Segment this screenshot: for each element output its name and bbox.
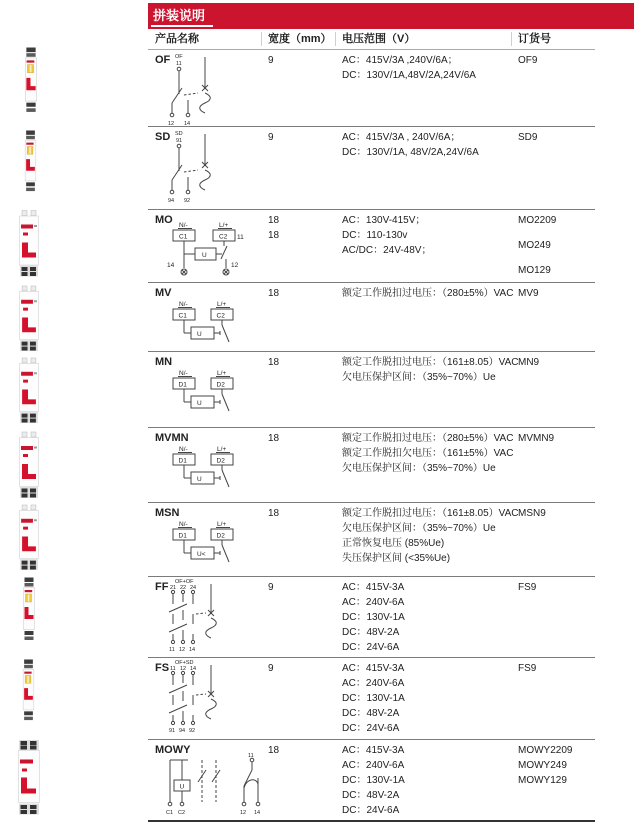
svg-text:C2: C2: [178, 810, 186, 816]
product-cell: [155, 580, 268, 657]
order-cell: [518, 286, 595, 351]
breaker-module-photo: [21, 659, 36, 723]
svg-text:14: 14: [167, 262, 175, 269]
voltage-cell: [342, 506, 518, 576]
svg-text:OF+SD: OF+SD: [175, 660, 194, 666]
voltage-cell: [342, 431, 518, 502]
svg-text:SD: SD: [175, 131, 183, 137]
svg-text:94: 94: [179, 728, 186, 734]
svg-text:D2: D2: [216, 532, 225, 540]
svg-text:C1: C1: [178, 312, 187, 320]
product-photo-mvmn: [18, 431, 40, 499]
voltage-cell: [342, 580, 518, 657]
order-number: OF9: [518, 55, 538, 66]
width-value: 18: [268, 433, 280, 444]
order-cell: [518, 661, 595, 739]
svg-text:N/-: N/-: [179, 446, 188, 453]
order-cell: [518, 431, 595, 502]
table-row-mo: [148, 210, 595, 283]
product-photo-mo: [18, 209, 40, 278]
breaker-module-photo: [21, 577, 37, 643]
circuit-diagram-dual-switch: [164, 659, 242, 737]
order-cell: [518, 580, 595, 657]
width-cell: [268, 506, 342, 576]
svg-text:N/-: N/-: [179, 370, 188, 377]
voltage-cell: [342, 355, 518, 427]
order-number: MOWY249: [518, 760, 567, 771]
svg-text:OF: OF: [175, 54, 183, 60]
width-value: 18: [268, 508, 280, 519]
svg-text:C1: C1: [166, 810, 174, 816]
order-cell: [518, 53, 595, 126]
width-value: 9: [268, 132, 274, 143]
voltage-line: 欠电压保护区间：（35%~70%）Ue: [342, 463, 496, 474]
table-body: [148, 50, 595, 822]
width-value: 18: [268, 357, 280, 368]
breaker-module-photo: [23, 130, 38, 194]
product-photo-msn: [18, 504, 40, 571]
voltage-line: 正常恢复电压 (85%Ue): [342, 538, 445, 549]
order-number: SD9: [518, 132, 538, 143]
product-name: MN: [155, 356, 173, 368]
circuit-diagram-shunt-release: [162, 220, 274, 280]
width-cell: [268, 286, 342, 351]
voltage-line: DC：24V-6A: [342, 723, 400, 734]
svg-text:D1: D1: [178, 457, 187, 465]
product-photo-fs: [21, 659, 36, 723]
width-value: 18: [268, 288, 280, 299]
circuit-diagram-dual-switch: [164, 578, 242, 656]
circuit-diagram-aux-switch: [162, 51, 234, 127]
svg-text:N/-: N/-: [179, 222, 188, 229]
svg-text:N/-: N/-: [179, 521, 188, 528]
svg-text:11: 11: [248, 753, 254, 759]
breaker-module-photo: [18, 504, 40, 571]
table-row-sd: [148, 127, 595, 210]
svg-text:D1: D1: [178, 381, 187, 389]
svg-text:C2: C2: [219, 233, 228, 241]
width-cell: [268, 580, 342, 657]
svg-text:U<: U<: [197, 551, 206, 558]
svg-text:11: 11: [176, 61, 182, 67]
voltage-line: DC：48V-2A: [342, 627, 400, 638]
voltage-line: 欠电压保护区间：（35%~70%）Ue: [342, 523, 496, 534]
product-cell: [155, 661, 268, 739]
voltage-line: AC：415V-3A: [342, 745, 405, 756]
svg-text:U: U: [197, 400, 202, 407]
column-header-voltage: 电压范围（V）: [335, 32, 518, 46]
svg-text:91: 91: [176, 138, 183, 144]
voltage-line: 额定工作脱扣过电压：（280±5%）VAC: [342, 288, 514, 299]
product-name: FS: [155, 662, 170, 674]
breaker-module-photo: [18, 209, 40, 278]
svg-text:11: 11: [170, 666, 176, 672]
order-number: MVMN9: [518, 433, 555, 444]
voltage-line: AC：240V-6A: [342, 678, 405, 689]
svg-text:92: 92: [184, 198, 191, 204]
product-name: FF: [155, 581, 169, 593]
voltage-line: AC：240V-6A: [342, 597, 405, 608]
product-name: MOWY: [155, 744, 191, 756]
order-number: MSN9: [518, 508, 546, 519]
product-cell: [155, 743, 268, 820]
product-photo-mowy: [17, 739, 41, 816]
table-row-mvmn: [148, 428, 595, 503]
order-cell: [518, 213, 595, 288]
order-cell: [518, 743, 595, 820]
voltage-line: 失压保护区间 (<35%Ue): [342, 553, 451, 564]
circuit-diagram-voltage-release: [162, 299, 258, 349]
width-value: 18: [268, 215, 280, 226]
voltage-line: 额定工作脱扣过电压：（161±8.05）VAC: [342, 357, 519, 368]
svg-text:21: 21: [170, 585, 177, 591]
table-row-mowy: [148, 740, 595, 822]
svg-text:N/-: N/-: [179, 301, 188, 308]
svg-text:12: 12: [180, 666, 187, 672]
voltage-line: DC：48V-2A: [342, 708, 400, 719]
width-cell: [268, 53, 342, 126]
product-cell: [155, 431, 268, 502]
svg-text:12: 12: [168, 121, 175, 127]
svg-text:12: 12: [179, 647, 186, 653]
product-photo-of: [23, 47, 39, 115]
width-value: 9: [268, 663, 274, 674]
product-cell: [155, 355, 268, 427]
product-cell: [155, 53, 268, 126]
product-name: SD: [155, 131, 171, 143]
order-number: MN9: [518, 357, 540, 368]
column-header-order: 订货号: [511, 32, 595, 46]
product-name: MO: [155, 214, 173, 226]
width-cell: [268, 431, 342, 502]
voltage-line: 额定工作脱扣过电压：（280±5%）VAC: [342, 433, 514, 444]
circuit-diagram-voltage-release: [162, 444, 258, 494]
voltage-line: DC：48V-2A: [342, 790, 400, 801]
product-cell: [155, 130, 268, 209]
svg-text:14: 14: [184, 121, 191, 127]
order-number: MOWY2209: [518, 745, 573, 756]
product-photo-mv: [18, 285, 40, 352]
product-photo-sd: [23, 130, 38, 194]
voltage-cell: [342, 661, 518, 739]
voltage-line: 额定工作脱扣欠电压：（161±5%）VAC: [342, 448, 514, 459]
voltage-line: DC：110-130v: [342, 230, 408, 241]
breaker-module-photo: [18, 431, 40, 499]
order-number: FS9: [518, 582, 537, 593]
width-cell: [268, 355, 342, 427]
breaker-module-photo: [18, 285, 40, 352]
svg-text:91: 91: [169, 728, 176, 734]
order-number: MV9: [518, 288, 539, 299]
table-row-msn: [148, 503, 595, 577]
voltage-line: AC：415V/3A ,240V/6A；: [342, 55, 458, 66]
table-row-mn: [148, 352, 595, 428]
svg-text:94: 94: [168, 198, 175, 204]
svg-text:24: 24: [190, 585, 197, 591]
voltage-line: 欠电压保护区间：（35%~70%）Ue: [342, 372, 496, 383]
svg-text:U: U: [179, 783, 185, 791]
order-number: MO2209: [518, 215, 557, 226]
svg-text:12: 12: [231, 262, 239, 269]
voltage-line: AC：415V/3A , 240V/6A；: [342, 132, 461, 143]
voltage-line: AC：240V-6A: [342, 760, 405, 771]
spec-table: [148, 29, 595, 822]
product-cell: [155, 213, 268, 288]
title-underline: [151, 25, 213, 27]
voltage-line: AC：415V-3A: [342, 582, 405, 593]
width-value: 18: [268, 230, 280, 241]
svg-text:D2: D2: [216, 457, 225, 465]
width-cell: [268, 213, 342, 288]
svg-text:C1: C1: [179, 233, 188, 241]
svg-text:12: 12: [240, 810, 247, 816]
width-cell: [268, 130, 342, 209]
product-photo-mn: [18, 357, 40, 424]
column-header-width: 宽度（mm）: [261, 32, 342, 46]
svg-text:U: U: [202, 252, 207, 259]
svg-text:U: U: [197, 476, 202, 483]
svg-text:14: 14: [190, 666, 197, 672]
product-name: OF: [155, 54, 171, 66]
order-cell: [518, 130, 595, 209]
svg-text:14: 14: [254, 810, 261, 816]
svg-text:22: 22: [180, 585, 187, 591]
voltage-line: AC/DC：24V-48V；: [342, 245, 432, 256]
width-value: 9: [268, 582, 274, 593]
svg-text:L/+: L/+: [219, 222, 229, 229]
svg-text:L/+: L/+: [217, 301, 227, 308]
product-name: MSN: [155, 507, 180, 519]
product-photo-strip: [0, 0, 148, 830]
voltage-cell: [342, 130, 518, 209]
table-row-fs: [148, 658, 595, 740]
svg-text:L/+: L/+: [217, 521, 227, 528]
voltage-cell: [342, 743, 518, 820]
circuit-diagram-voltage-release: [162, 368, 258, 418]
product-cell: [155, 506, 268, 576]
svg-text:U: U: [197, 331, 202, 338]
svg-text:L/+: L/+: [217, 370, 227, 377]
svg-text:D2: D2: [216, 381, 225, 389]
order-number: MOWY129: [518, 775, 567, 786]
product-name: MV: [155, 287, 172, 299]
table-row-mv: [148, 283, 595, 352]
voltage-line: AC：415V-3A: [342, 663, 405, 674]
svg-text:92: 92: [189, 728, 196, 734]
voltage-line: DC：24V-6A: [342, 642, 400, 653]
section-title-bar: [148, 3, 634, 29]
svg-text:11: 11: [237, 234, 244, 241]
svg-text:C2: C2: [216, 312, 225, 320]
svg-text:L/+: L/+: [217, 446, 227, 453]
circuit-diagram-aux-switch: [162, 128, 234, 204]
voltage-line: DC：130V/1A, 48V/2A,24V/6A: [342, 147, 479, 158]
table-header-row: [148, 29, 595, 50]
breaker-module-photo: [23, 47, 39, 115]
svg-text:11: 11: [169, 647, 175, 653]
svg-text:14: 14: [189, 647, 196, 653]
voltage-line: DC：24V-6A: [342, 805, 400, 816]
product-cell: [155, 286, 268, 351]
column-header-product: 产品名称: [155, 33, 199, 45]
voltage-line: 额定工作脱扣过电压：（161±8.05）VAC: [342, 508, 519, 519]
voltage-line: DC：130V-1A: [342, 775, 405, 786]
voltage-line: DC：130V-1A: [342, 612, 405, 623]
width-value: 9: [268, 55, 274, 66]
voltage-line: AC：130V-415V；: [342, 215, 426, 226]
width-cell: [268, 743, 342, 820]
breaker-module-photo: [18, 357, 40, 424]
voltage-line: DC：130V-1A: [342, 693, 405, 704]
order-cell: [518, 506, 595, 576]
section-title: 拼装说明: [153, 8, 206, 23]
voltage-cell: [342, 53, 518, 126]
table-row-of: [148, 50, 595, 127]
table-row-ff: [148, 577, 595, 658]
circuit-diagram-voltage-release: [162, 519, 258, 569]
order-number: MO129: [518, 265, 551, 276]
width-cell: [268, 661, 342, 739]
voltage-cell: [342, 286, 518, 351]
svg-text:D1: D1: [178, 532, 187, 540]
width-value: 18: [268, 745, 280, 756]
order-cell: [518, 355, 595, 427]
product-name: MVMN: [155, 432, 189, 444]
voltage-line: DC：130V/1A,48V/2A,24V/6A: [342, 70, 476, 81]
breaker-module-photo: [17, 739, 41, 816]
svg-text:OF+OF: OF+OF: [175, 579, 194, 585]
voltage-cell: [342, 213, 518, 288]
order-number: MO249: [518, 240, 551, 251]
circuit-diagram-mowy: [158, 752, 276, 818]
product-photo-ff: [21, 577, 37, 643]
order-number: FS9: [518, 663, 537, 674]
